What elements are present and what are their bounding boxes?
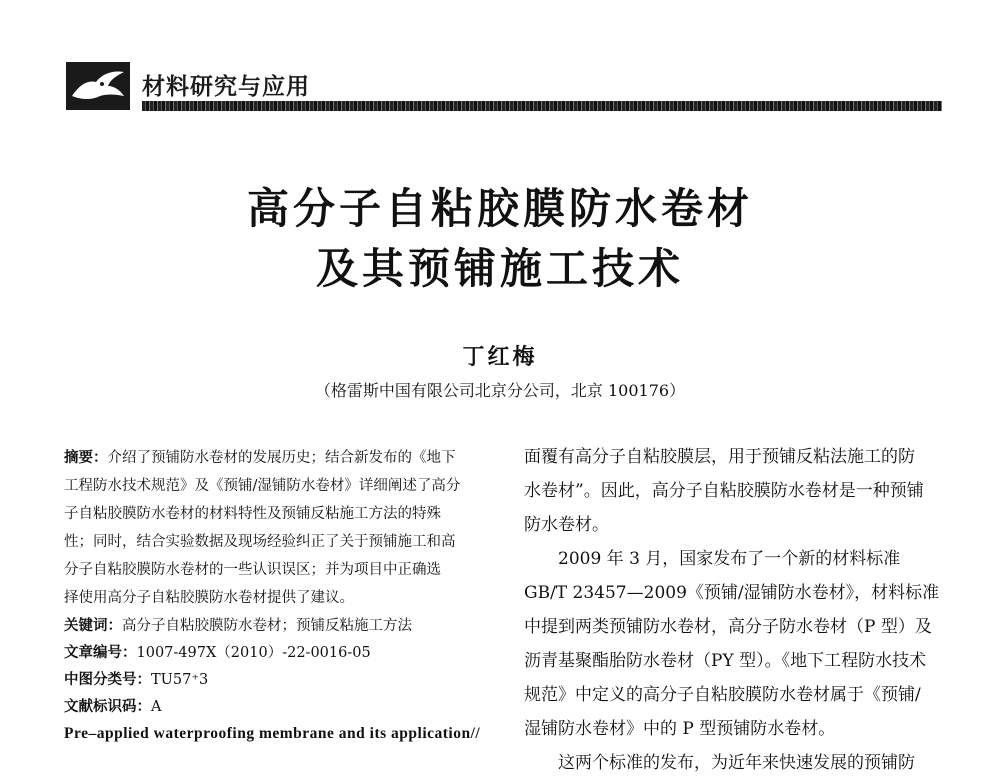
abstract-line: 摘要：介绍了预铺防水卷材的发展历史；结合新发布的《地下 (64, 449, 456, 466)
article-number-label: 文章编号： (64, 644, 137, 661)
bird-logo-icon (66, 62, 130, 110)
clc-number-label: 中图分类号： (64, 671, 151, 688)
body-line: 规范》中定义的高分子自粘胶膜防水卷材属于《预铺/ (524, 685, 921, 705)
section-logo (66, 62, 130, 110)
abstract-line: 子自粘胶膜防水卷材的材料特性及预铺反粘施工方法的特殊 (64, 506, 441, 522)
abstract-line: 工程防水技术规范》及《预铺/湿铺防水卷材》详细阐述了高分 (64, 478, 461, 494)
document-code: 文献标识码：A (64, 698, 162, 715)
keywords-label: 关键词： (64, 617, 122, 634)
body-line: 这两个标准的发布，为近年来快速发展的预铺防 (558, 753, 915, 773)
body-line: 面覆有高分子自粘胶膜层，用于预铺反粘法施工的防 (524, 447, 915, 467)
body-line: 中提到两类预铺防水卷材，高分子防水卷材（P 型）及 (524, 617, 932, 637)
header-rule (142, 101, 942, 111)
body-line: 防水卷材。 (524, 515, 609, 535)
document-code-label: 文献标识码： (64, 698, 151, 715)
body-line: 湿铺防水卷材》中的 P 型预铺防水卷材。 (524, 719, 836, 739)
keywords: 关键词：高分子自粘胶膜防水卷材；预铺反粘施工方法 (64, 617, 412, 634)
body-line: 水卷材”。因此，高分子自粘胶膜防水卷材是一种预铺 (524, 481, 924, 501)
abstract-line: 性；同时，结合实验数据及现场经验纠正了关于预铺施工和高 (64, 534, 456, 550)
article-title-line-2: 及其预铺施工技术 (315, 244, 684, 293)
left-column (64, 444, 494, 747)
author-affiliation: （格雷斯中国有限公司北京分公司，北京 100176） (314, 381, 686, 400)
article-number: 文章编号：1007-497X（2010）-22-0016-05 (64, 644, 371, 661)
abstract-label: 摘要： (64, 449, 108, 466)
author-name: 丁红梅 (462, 344, 538, 370)
abstract-line: 择使用高分子自粘胶膜防水卷材提供了建议。 (64, 590, 354, 606)
body-line: 2009 年 3 月，国家发布了一个新的材料标准 (558, 549, 901, 569)
body-line: 沥青基聚酯胎防水卷材（PY 型）。《地下工程防水技术 (524, 651, 927, 671)
body-line: GB/T 23457—2009《预铺/湿铺防水卷材》，材料标准 (524, 583, 940, 603)
clc-number: 中图分类号：TU57⁺3 (64, 671, 209, 688)
abstract-line: 分子自粘胶膜防水卷材的一些认识误区；并为项目中正确选 (64, 562, 441, 578)
article-title-line-1: 高分子自粘胶膜防水卷材 (246, 184, 753, 233)
right-column (524, 440, 944, 780)
english-title: Pre–applied waterproofing membrane and its application// (64, 725, 481, 742)
section-title: 材料研究与应用 (142, 74, 310, 100)
